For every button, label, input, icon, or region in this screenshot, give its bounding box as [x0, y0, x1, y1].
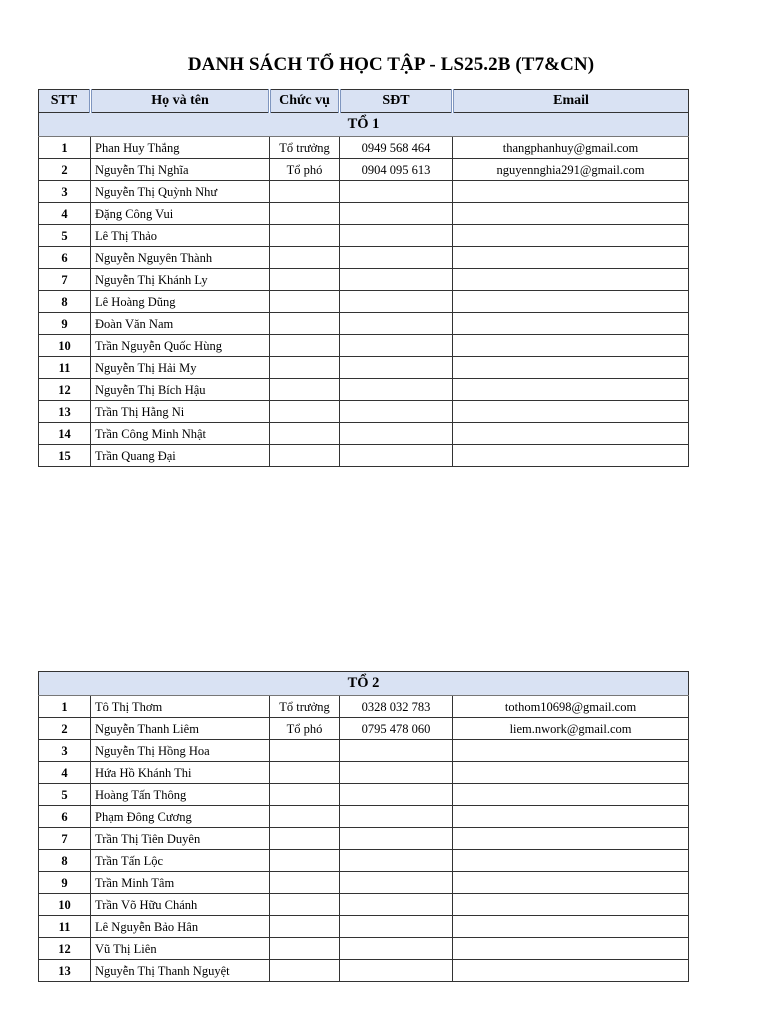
row-stt: 10 [39, 335, 91, 357]
row-phone: 0795 478 060 [340, 718, 453, 740]
row-email [453, 850, 689, 872]
row-name: Nguyễn Thị Quỳnh Như [91, 181, 270, 203]
row-stt: 11 [39, 357, 91, 379]
row-name: Phạm Đông Cương [91, 806, 270, 828]
row-role [270, 828, 340, 850]
row-stt: 2 [39, 159, 91, 181]
table-row [39, 181, 689, 203]
row-name: Nguyễn Nguyên Thành [91, 247, 270, 269]
row-role [270, 806, 340, 828]
row-stt: 9 [39, 313, 91, 335]
row-role [270, 872, 340, 894]
row-phone [340, 357, 453, 379]
table-row [39, 850, 689, 872]
row-name: Tô Thị Thơm [91, 696, 270, 718]
row-email [453, 269, 689, 291]
row-role [270, 225, 340, 247]
row-email [453, 916, 689, 938]
table-row [39, 828, 689, 850]
row-phone [340, 335, 453, 357]
row-stt: 6 [39, 806, 91, 828]
row-role [270, 740, 340, 762]
row-stt: 1 [39, 696, 91, 718]
row-phone [340, 960, 453, 982]
row-name: Phan Huy Thắng [91, 137, 270, 159]
row-stt: 8 [39, 850, 91, 872]
row-email: thangphanhuy@gmail.com [453, 137, 689, 159]
row-phone [340, 401, 453, 423]
row-role [270, 445, 340, 467]
row-role [270, 357, 340, 379]
document-title: DANH SÁCH TỔ HỌC TẬP - LS25.2B (T7&CN) [187, 54, 595, 75]
table-row [39, 894, 689, 916]
row-stt: 10 [39, 894, 91, 916]
row-email [453, 357, 689, 379]
row-name: Lê Thị Thảo [91, 225, 270, 247]
row-role [270, 335, 340, 357]
row-role [270, 916, 340, 938]
table-row [39, 423, 689, 445]
row-phone [340, 938, 453, 960]
row-stt: 3 [39, 181, 91, 203]
row-stt: 2 [39, 718, 91, 740]
row-phone [340, 181, 453, 203]
row-stt: 11 [39, 916, 91, 938]
row-phone [340, 784, 453, 806]
table-row [39, 335, 689, 357]
row-name: Trần Thị Hằng Ni [91, 401, 270, 423]
row-phone [340, 740, 453, 762]
row-role: Tổ trưởng [270, 696, 340, 718]
row-stt: 9 [39, 872, 91, 894]
row-name: Trần Võ Hữu Chánh [91, 894, 270, 916]
row-email [453, 938, 689, 960]
row-email [453, 335, 689, 357]
row-phone [340, 894, 453, 916]
table-row [39, 247, 689, 269]
row-email: nguyennghia291@gmail.com [453, 159, 689, 181]
row-phone [340, 445, 453, 467]
table-row [39, 806, 689, 828]
row-stt: 7 [39, 828, 91, 850]
header-row [39, 90, 689, 113]
row-role [270, 203, 340, 225]
row-email [453, 423, 689, 445]
row-stt: 14 [39, 423, 91, 445]
row-stt: 5 [39, 225, 91, 247]
row-name: Trần Nguyễn Quốc Hùng [91, 335, 270, 357]
row-stt: 1 [39, 137, 91, 159]
table-row [39, 357, 689, 379]
row-phone: 0949 568 464 [340, 137, 453, 159]
table-row [39, 313, 689, 335]
row-name: Trần Quang Đại [91, 445, 270, 467]
table-row [39, 269, 689, 291]
table-row [39, 159, 689, 181]
table-row [39, 445, 689, 467]
row-role: Tổ phó [270, 718, 340, 740]
row-phone [340, 291, 453, 313]
row-phone [340, 806, 453, 828]
table-row [39, 291, 689, 313]
group-header-row [39, 672, 689, 696]
row-phone [340, 225, 453, 247]
row-email [453, 740, 689, 762]
row-email [453, 247, 689, 269]
row-role [270, 762, 340, 784]
group-label: TỔ 1 [39, 113, 689, 137]
row-email [453, 291, 689, 313]
row-role [270, 784, 340, 806]
table-row [39, 938, 689, 960]
table-row [39, 740, 689, 762]
row-name: Lê Nguyễn Bảo Hân [91, 916, 270, 938]
row-email [453, 181, 689, 203]
row-stt: 8 [39, 291, 91, 313]
row-email [453, 960, 689, 982]
row-stt: 15 [39, 445, 91, 467]
header-phone: SĐT [340, 90, 453, 113]
row-name: Nguyễn Thị Thanh Nguyệt [91, 960, 270, 982]
table-row [39, 872, 689, 894]
group-2-body [39, 672, 689, 982]
row-email: tothom10698@gmail.com [453, 696, 689, 718]
table-row [39, 960, 689, 982]
table-row [39, 696, 689, 718]
row-role: Tổ phó [270, 159, 340, 181]
table-row [39, 784, 689, 806]
row-stt: 13 [39, 401, 91, 423]
row-email [453, 894, 689, 916]
group-header-row [39, 113, 689, 137]
row-name: Đoàn Văn Nam [91, 313, 270, 335]
row-name: Nguyễn Thanh Liêm [91, 718, 270, 740]
row-email [453, 225, 689, 247]
row-role [270, 269, 340, 291]
row-role [270, 181, 340, 203]
row-name: Trần Thị Tiên Duyên [91, 828, 270, 850]
row-name: Nguyễn Thị Nghĩa [91, 159, 270, 181]
row-name: Vũ Thị Liên [91, 938, 270, 960]
row-phone [340, 247, 453, 269]
table-row [39, 379, 689, 401]
row-name: Nguyễn Thị Hải My [91, 357, 270, 379]
row-role [270, 894, 340, 916]
row-stt: 13 [39, 960, 91, 982]
row-phone [340, 850, 453, 872]
row-name: Nguyễn Thị Hồng Hoa [91, 740, 270, 762]
row-role [270, 960, 340, 982]
row-role [270, 401, 340, 423]
row-stt: 12 [39, 379, 91, 401]
row-stt: 3 [39, 740, 91, 762]
row-name: Đặng Công Vui [91, 203, 270, 225]
row-email [453, 806, 689, 828]
group-1-body [39, 113, 689, 467]
table-row [39, 203, 689, 225]
row-name: Trần Công Minh Nhật [91, 423, 270, 445]
header-name: Họ và tên [91, 90, 270, 113]
row-name: Hứa Hồ Khánh Thi [91, 762, 270, 784]
row-email [453, 313, 689, 335]
row-phone [340, 762, 453, 784]
row-role [270, 291, 340, 313]
row-phone [340, 916, 453, 938]
row-name: Lê Hoàng Dũng [91, 291, 270, 313]
row-name: Trần Tấn Lộc [91, 850, 270, 872]
row-stt: 4 [39, 203, 91, 225]
row-email: liem.nwork@gmail.com [453, 718, 689, 740]
header-email: Email [453, 90, 689, 113]
row-name: Nguyễn Thị Khánh Ly [91, 269, 270, 291]
row-role [270, 247, 340, 269]
row-phone: 0328 032 783 [340, 696, 453, 718]
row-role [270, 850, 340, 872]
row-stt: 6 [39, 247, 91, 269]
row-name: Nguyễn Thị Bích Hậu [91, 379, 270, 401]
group-1-table [38, 89, 689, 467]
row-stt: 7 [39, 269, 91, 291]
row-phone [340, 203, 453, 225]
row-phone [340, 423, 453, 445]
table-row [39, 137, 689, 159]
row-name: Trần Minh Tâm [91, 872, 270, 894]
row-email [453, 784, 689, 806]
row-phone [340, 379, 453, 401]
header-stt: STT [39, 90, 91, 113]
table-row [39, 225, 689, 247]
table-row [39, 916, 689, 938]
row-email [453, 379, 689, 401]
row-stt: 12 [39, 938, 91, 960]
row-stt: 4 [39, 762, 91, 784]
row-role [270, 938, 340, 960]
row-email [453, 762, 689, 784]
row-role [270, 379, 340, 401]
row-email [453, 828, 689, 850]
row-email [453, 445, 689, 467]
row-phone [340, 828, 453, 850]
row-email [453, 401, 689, 423]
row-phone [340, 872, 453, 894]
row-role [270, 313, 340, 335]
table-row [39, 401, 689, 423]
row-role: Tổ trưởng [270, 137, 340, 159]
row-role [270, 423, 340, 445]
table-row [39, 718, 689, 740]
table-row [39, 762, 689, 784]
group-label: TỔ 2 [39, 672, 689, 696]
header-role: Chức vụ [270, 90, 340, 113]
row-phone [340, 313, 453, 335]
row-stt: 5 [39, 784, 91, 806]
row-email [453, 872, 689, 894]
row-email [453, 203, 689, 225]
group-2-table [38, 671, 689, 982]
row-phone: 0904 095 613 [340, 159, 453, 181]
row-name: Hoàng Tấn Thông [91, 784, 270, 806]
row-phone [340, 269, 453, 291]
